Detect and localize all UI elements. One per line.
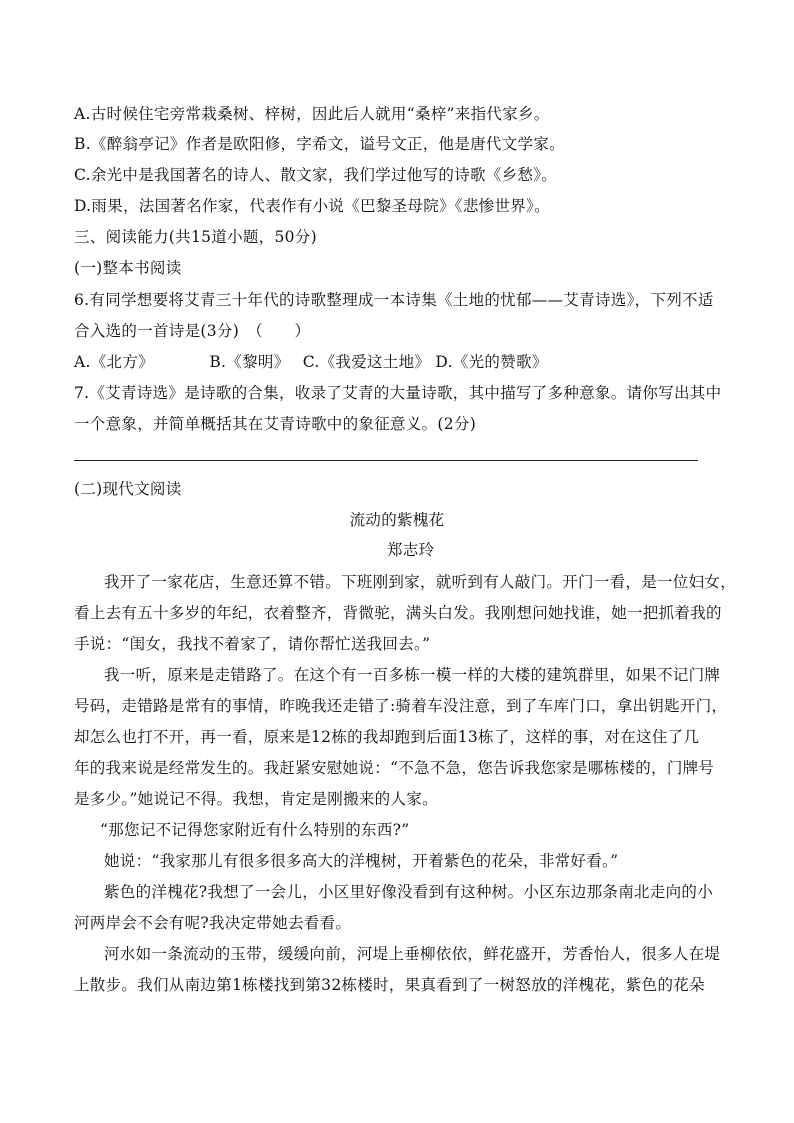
para-line: 是多少。”她说记不得。我想，肯定是刚搬来的人家。 [74, 790, 438, 808]
q7-line2: 一个意象，并简单概括其在艾青诗歌中的象征意义。(2分) [74, 415, 477, 433]
option-c: C.余光中是我国著名的诗人、散文家，我们学过他写的诗歌《乡愁》。 [74, 166, 558, 184]
section-title: 三、阅读能力(共15道小题，50分) [74, 228, 317, 246]
para-line: 她说：“我家那儿有很多很多高大的洋槐树，开着紫色的花朵，非常好看。” [104, 852, 619, 870]
para-line: 手说：“闺女，我找不着家了，请你帮忙送我回去。” [74, 635, 431, 653]
article-author: 郑志玲 [387, 541, 435, 559]
option-b: B.《醉翁亭记》作者是欧阳修，字希文，谥号文正，他是唐代文学家。 [74, 135, 565, 153]
para-line: 看上去有五十多岁的年纪，衣着整齐，背微驼，满头白发。我刚想问她找谁，她一把抓着我的 [74, 604, 722, 622]
para-line: 我一听，原来是走错路了。在这个有一百多栋一模一样的大楼的建筑群里，如果不记门牌 [104, 666, 721, 684]
para-line: 紫色的洋槐花?我想了一会儿，小区里好像没看到有这种树。小区东边那条南北走向的小 [104, 883, 714, 901]
para-line: 年的我来说是经常发生的。我赶紧安慰她说：“不急不急，您告诉我您家是哪栋楼的，门牌号 [74, 759, 715, 777]
para-line: 河水如一条流动的玉带，缓缓向前，河堤上垂柳依依，鲜花盛开，芳香怡人，很多人在堤 [104, 945, 721, 963]
q6-line1: 6.有同学想要将艾青三十年代的诗歌整理成一本诗集《土地的忧郁——艾青诗选》，下列不适 [74, 291, 714, 309]
para-line: 河两岸会不会有呢?我决定带她去看看。 [74, 914, 352, 932]
part1-title: (一)整本书阅读 [74, 259, 182, 277]
para-line: 上散步。我们从南边第1栋楼找到第32栋楼时，果真看到了一树怒放的洋槐花，紫色的花朵 [74, 976, 705, 994]
part2-title: (二)现代文阅读 [74, 480, 182, 498]
option-a: A.古时候住宅旁常栽桑树、梓树，因此后人就用“桑梓”来指代家乡。 [74, 105, 550, 123]
para-line: 号码，走错路是常有的事情，昨晚我还走错了:骑着车没注意，到了车库门口，拿出钥匙开门， [74, 697, 728, 715]
para-line: 却怎么也打不开，再一看，原来是12栋的我却跑到后面13栋了，这样的事，对在这住了几 [74, 728, 700, 746]
q7-line1: 7.《艾青诗选》是诗歌的合集，收录了艾青的大量诗歌，其中描写了多种意象。请你写出其中 [74, 384, 722, 402]
para-line: “那您记不记得您家附近有什么特别的东西?” [100, 821, 410, 839]
para-line: 我开了一家花店，生意还算不错。下班刚到家，就听到有人敲门。开门一看，是一位妇女， [104, 573, 737, 591]
article-title: 流动的紫槐花 [349, 511, 445, 529]
q6-options: A.《北方》 B.《黎明》 C.《我爱这土地》 D.《光的赞歌》 [74, 353, 548, 371]
answer-line[interactable] [74, 460, 698, 461]
option-d: D.雨果，法国著名作家，代表作有小说《巴黎圣母院》《悲惨世界》。 [74, 197, 550, 215]
q6-line2: 合入选的一首诗是(3分) （ ） [74, 322, 311, 340]
